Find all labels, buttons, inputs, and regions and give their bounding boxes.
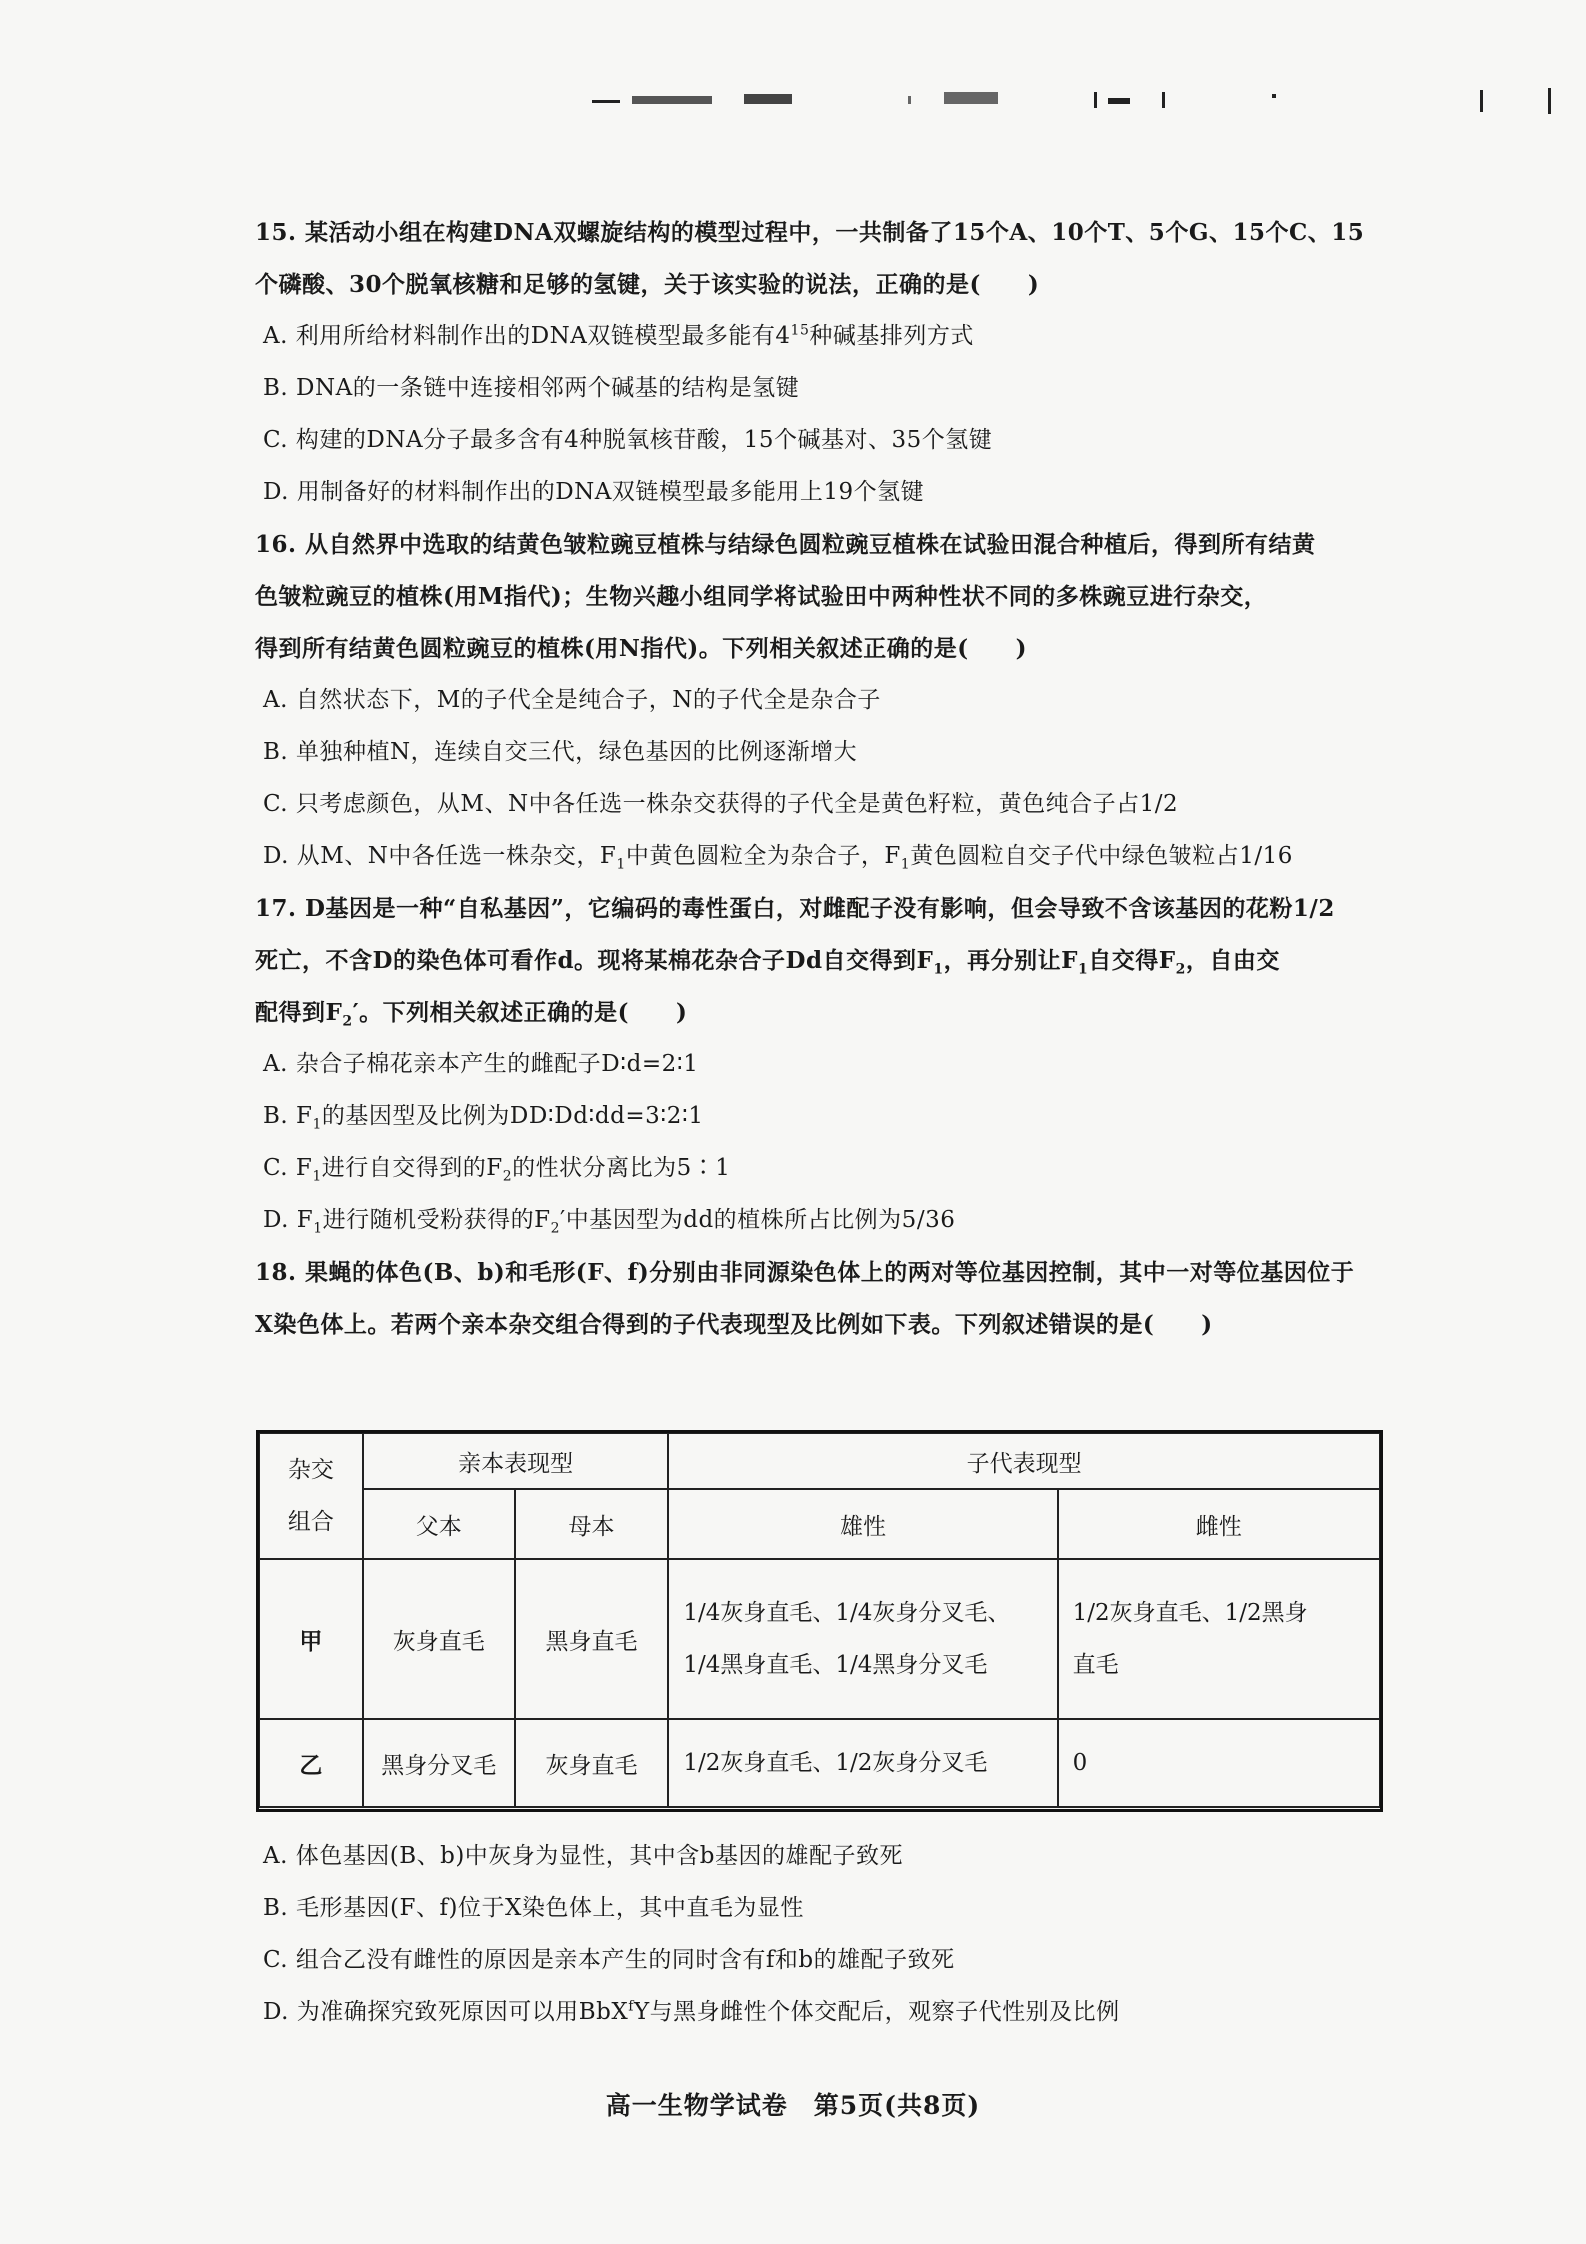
q18-stem-line2: X染色体上。若两个亲本杂交组合得到的子代表现型及比例如下表。下列叙述错误的是( ) <box>255 1311 1213 1338</box>
row-jia-mother: 黑身直毛 <box>515 1559 669 1719</box>
q17-option-c <box>255 1154 1395 1206</box>
q18-option-d-part2: Y与黑身雌性个体交配后，观察子代性别及比例 <box>633 1999 1120 2025</box>
q18-option-d-part1: D. 为准确探究致死原因可以用BbX <box>263 1999 629 2025</box>
row-jia-male-line1: 1/4灰身直毛、1/4灰身分叉毛、 <box>683 1600 1011 1626</box>
q17-option-d-sub2: 2 <box>550 1220 561 1237</box>
row-group-jia: 甲 <box>259 1559 363 1719</box>
q17-stem-line2 <box>255 946 1395 998</box>
q16-option-d-part3: 黄色圆粒自交子代中绿色皱粒占1/16 <box>910 843 1293 869</box>
table-header-cross <box>259 1433 363 1559</box>
row-jia-female-line1: 1/2灰身直毛、1/2黑身 <box>1072 1600 1308 1626</box>
table-header-cross-line1: 杂交 <box>287 1457 334 1483</box>
q17-option-c-part3: 的性状分离比为5∶1 <box>512 1155 731 1181</box>
row-jia-female-line2: 直毛 <box>1072 1652 1119 1678</box>
q17-option-b-part1: B. F <box>263 1103 313 1129</box>
q16-option-a: A. 自然状态下，M的子代全是纯合子，N的子代全是杂合子 <box>263 687 881 713</box>
row-yi-male: 1/2灰身直毛、1/2灰身分叉毛 <box>668 1719 1057 1807</box>
q17-option-b <box>255 1102 1395 1154</box>
q17-line2-part2: ，再分别让F <box>943 947 1078 974</box>
q18-option-d-sup: f <box>628 1998 634 2015</box>
q17-option-c-sub1: 1 <box>312 1168 322 1185</box>
q15-option-a-text: A. 利用所给材料制作出的DNA双链模型最多能有4 <box>263 323 791 349</box>
q15-option-a-tail: 种碱基排列方式 <box>809 323 974 349</box>
q17-option-b-sub: 1 <box>312 1116 322 1133</box>
q15-option-b: B. DNA的一条链中连接相邻两个碱基的结构是氢键 <box>263 375 800 401</box>
q16-stem-line2: 色皱粒豌豆的植株(用M指代)；生物兴趣小组同学将试验田中两种性状不同的多株豌豆进行杂交， <box>255 583 1268 610</box>
q17-option-d <box>255 1206 1395 1258</box>
table-header-female: 雌性 <box>1058 1489 1380 1559</box>
q18-offspring-table <box>258 1432 1381 1808</box>
q17-line2-sub1: 1 <box>933 961 944 978</box>
q17-stem-line1: 17. D基因是一种“自私基因”，它编码的毒性蛋白，对雌配子没有影响，但会导致不含该基因的花粉1/2 <box>255 895 1335 922</box>
q17-line2-part3: 自交得F <box>1088 947 1176 974</box>
table-header-mother: 母本 <box>515 1489 669 1559</box>
table-header-father: 父本 <box>363 1489 515 1559</box>
row-group-yi: 乙 <box>259 1719 363 1807</box>
q16-option-d-sub2: 1 <box>900 856 911 873</box>
table-header-cross-line2: 组合 <box>287 1509 334 1535</box>
page-footer: 高一生物学试卷 第5页(共8页) <box>605 2091 981 2120</box>
table-header-male: 雄性 <box>668 1489 1057 1559</box>
q18-option-d <box>255 1998 1395 2050</box>
q18-option-c: C. 组合乙没有雌性的原因是亲本产生的同时含有f和b的雄配子致死 <box>263 1947 955 1973</box>
q17-line2-part4: ，自由交 <box>1185 947 1280 974</box>
q15-option-a <box>255 322 1395 374</box>
q17-option-c-sub2: 2 <box>502 1168 513 1185</box>
q16-option-d-part1: D. 从M、N中各任选一株杂交，F <box>263 843 617 869</box>
row-yi-female: 0 <box>1058 1719 1380 1807</box>
q17-line2-sub2: 1 <box>1077 961 1089 978</box>
q17-line2-part1: 死亡，不含D的染色体可看作d。现将某棉花杂合子Dd自交得到F <box>255 947 934 974</box>
header-scan-marks <box>0 88 1586 118</box>
q17-option-d-part2: 进行随机受粉获得的F <box>322 1207 551 1233</box>
q17-line3-part1: 配得到F <box>255 999 343 1026</box>
q16-stem-line1: 16. 从自然界中选取的结黄色皱粒豌豆植株与结绿色圆粒豌豆植株在试验田混合种植后，得到所有结黄 <box>255 531 1316 558</box>
q18-option-a: A. 体色基因(B、b)中灰身为显性，其中含b基因的雄配子致死 <box>263 1843 904 1869</box>
table-header-offspring: 子代表现型 <box>668 1433 1380 1489</box>
q15-stem-line1: 15. 某活动小组在构建DNA双螺旋结构的模型过程中，一共制备了15个A、10个T、5个G、15个C、15 <box>255 219 1365 246</box>
q17-option-c-part1: C. F <box>263 1155 313 1181</box>
table-row <box>259 1559 1380 1719</box>
q16-stem-line3: 得到所有结黄色圆粒豌豆的植株(用N指代)。下列相关叙述正确的是( ) <box>255 635 1028 662</box>
q17-option-d-part1: D. F <box>263 1207 314 1233</box>
q17-stem-line3 <box>255 998 1395 1050</box>
q17-option-a: A. 杂合子棉花亲本产生的雌配子D∶d=2∶1 <box>263 1051 699 1077</box>
q17-option-c-part2: 进行自交得到的F <box>321 1155 503 1181</box>
q16-option-c: C. 只考虑颜色，从M、N中各任选一株杂交获得的子代全是黄色籽粒，黄色纯合子占1/2 <box>263 791 1179 817</box>
row-yi-mother: 灰身直毛 <box>515 1719 669 1807</box>
q17-line3-sub: 2 <box>342 1013 353 1030</box>
table-row <box>259 1719 1380 1807</box>
q16-option-d <box>255 842 1395 894</box>
q18-option-b: B. 毛形基因(F、f)位于X染色体上，其中直毛为显性 <box>263 1895 804 1921</box>
question-area <box>255 218 1395 1362</box>
q16-option-d-part2: 中黄色圆粒全为杂合子，F <box>625 843 901 869</box>
row-yi-father: 黑身分叉毛 <box>363 1719 515 1807</box>
q17-option-d-sub1: 1 <box>313 1220 323 1237</box>
q15-stem-line2: 个磷酸、30个脱氧核糖和足够的氢键，关于该实验的说法，正确的是( ) <box>255 271 1040 298</box>
q15-option-d: D. 用制备好的材料制作出的DNA双链模型最多能用上19个氢键 <box>263 479 925 505</box>
q17-line2-sub3: 2 <box>1175 961 1186 978</box>
q17-option-d-part3: ′中基因型为dd的植株所占比例为5/36 <box>560 1207 956 1233</box>
q15-option-c: C. 构建的DNA分子最多含有4种脱氧核苷酸，15个碱基对、35个氢键 <box>263 427 993 453</box>
q16-option-d-sub1: 1 <box>616 856 626 873</box>
q17-option-b-part2: 的基因型及比例为DD∶Dd∶dd=3∶2∶1 <box>321 1103 704 1129</box>
q18-stem-line1: 18. 果蝇的体色(B、b)和毛形(F、f)分别由非同源染色体上的两对等位基因控制，其中一对等位基因位于 <box>255 1259 1355 1286</box>
row-jia-female <box>1058 1559 1380 1719</box>
q16-option-b: B. 单独种植N，连续自交三代，绿色基因的比例逐渐增大 <box>263 739 858 765</box>
q17-line3-part2: ′。下列相关叙述正确的是( ) <box>352 999 688 1026</box>
q18-options <box>255 1842 1395 2050</box>
row-jia-male-line2: 1/4黑身直毛、1/4黑身分叉毛 <box>683 1652 988 1678</box>
row-jia-male <box>668 1559 1057 1719</box>
q15-option-a-exponent: 15 <box>790 322 810 339</box>
row-jia-father: 灰身直毛 <box>363 1559 515 1719</box>
table-header-parents: 亲本表现型 <box>363 1433 668 1489</box>
